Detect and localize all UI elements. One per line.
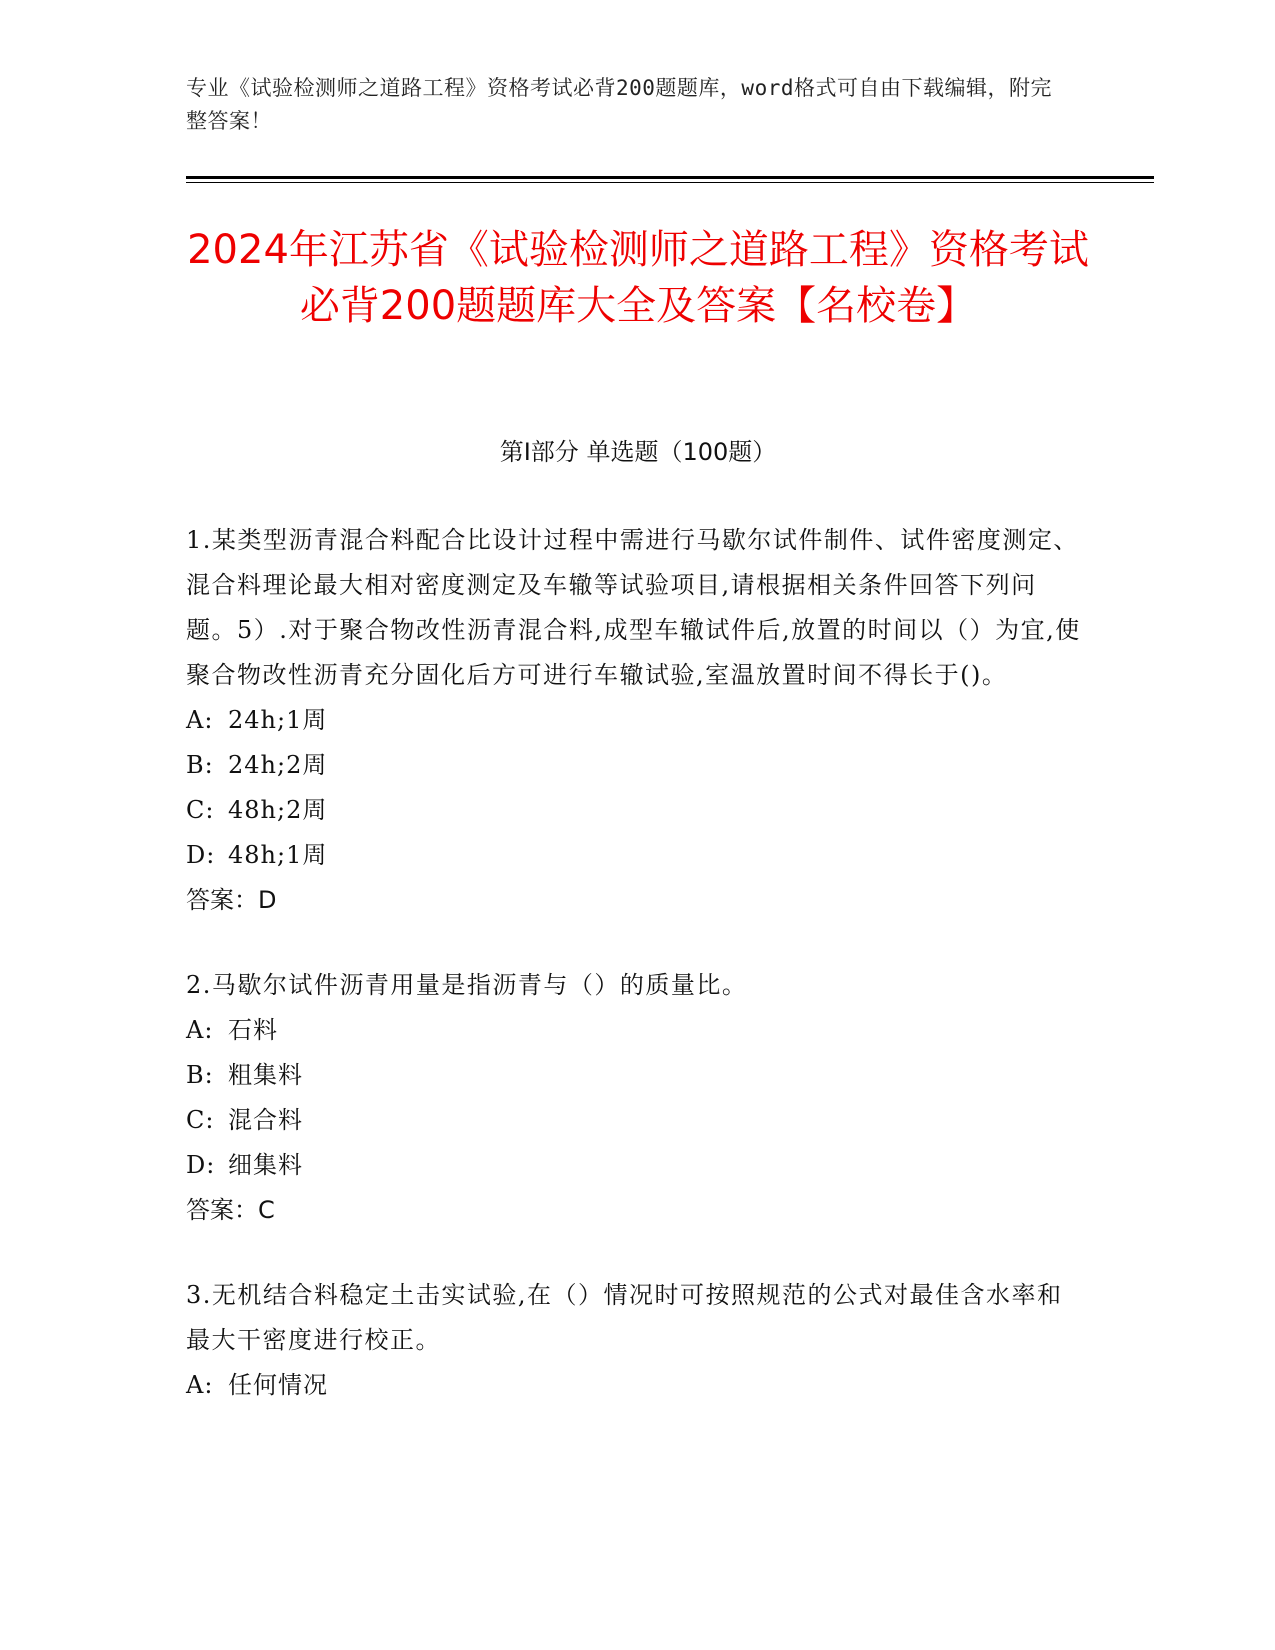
question-list — [186, 518, 1086, 1448]
question-stem: 3.无机结合料稳定土击实试验,在（）情况时可按照规范的公式对最佳含水率和最大干密度进行校正。 — [186, 1281, 1063, 1354]
answer-line: 答案：C — [186, 1196, 275, 1224]
question-stem: 1.某类型沥青混合料配合比设计过程中需进行马歇尔试件制件、试件密度测定、混合料理论最大相对密度测定及车辙等试验项目,请根据相关条件回答下列问题。5）.对于聚合物改性沥青混合料,成型车辙试件后,放置的时间以（）为宜,使聚合物改性沥青充分固化后方可进行车辙试验,室温放置时间不得长于()。 — [186, 526, 1081, 689]
option-letter: C: — [186, 796, 215, 824]
header-divider — [186, 176, 1154, 179]
question-1 — [186, 518, 1086, 923]
option-b — [186, 743, 1086, 788]
option-text: 混合料 — [228, 1106, 303, 1134]
option-letter: D: — [186, 1151, 216, 1179]
option-d — [186, 1143, 1086, 1188]
answer-line: 答案：D — [186, 886, 277, 914]
option-letter: D: — [186, 841, 216, 869]
header-divider-thin — [186, 182, 1154, 183]
option-a — [186, 1008, 1086, 1053]
section-title: 第I部分 单选题（100题） — [499, 438, 777, 466]
option-text: 任何情况 — [228, 1371, 328, 1399]
option-text: 24h;1周 — [228, 706, 328, 734]
option-c — [186, 788, 1086, 833]
option-d — [186, 833, 1086, 878]
option-text: 细集料 — [228, 1151, 303, 1179]
option-letter: B: — [186, 751, 214, 779]
option-a — [186, 698, 1086, 743]
question-3 — [186, 1273, 1086, 1408]
header-note: 专业《试验检测师之道路工程》资格考试必背200题题库，word格式可自由下载编辑，附完整答案！ — [186, 76, 1052, 133]
option-letter: A: — [186, 1016, 214, 1044]
question-2 — [186, 963, 1086, 1233]
option-text: 24h;2周 — [228, 751, 328, 779]
question-stem: 2.马歇尔试件沥青用量是指沥青与（）的质量比。 — [186, 971, 748, 999]
option-text: 48h;2周 — [228, 796, 328, 824]
document-title: 2024年江苏省《试验检测师之道路工程》资格考试必背200题题库大全及答案【名校卷】 — [187, 227, 1089, 329]
option-letter: B: — [186, 1061, 214, 1089]
option-text: 石料 — [228, 1016, 278, 1044]
option-text: 粗集料 — [228, 1061, 303, 1089]
option-letter: A: — [186, 1371, 214, 1399]
option-c — [186, 1098, 1086, 1143]
option-letter: A: — [186, 706, 214, 734]
option-b — [186, 1053, 1086, 1098]
option-letter: C: — [186, 1106, 215, 1134]
option-text: 48h;1周 — [228, 841, 328, 869]
option-a — [186, 1363, 1086, 1408]
